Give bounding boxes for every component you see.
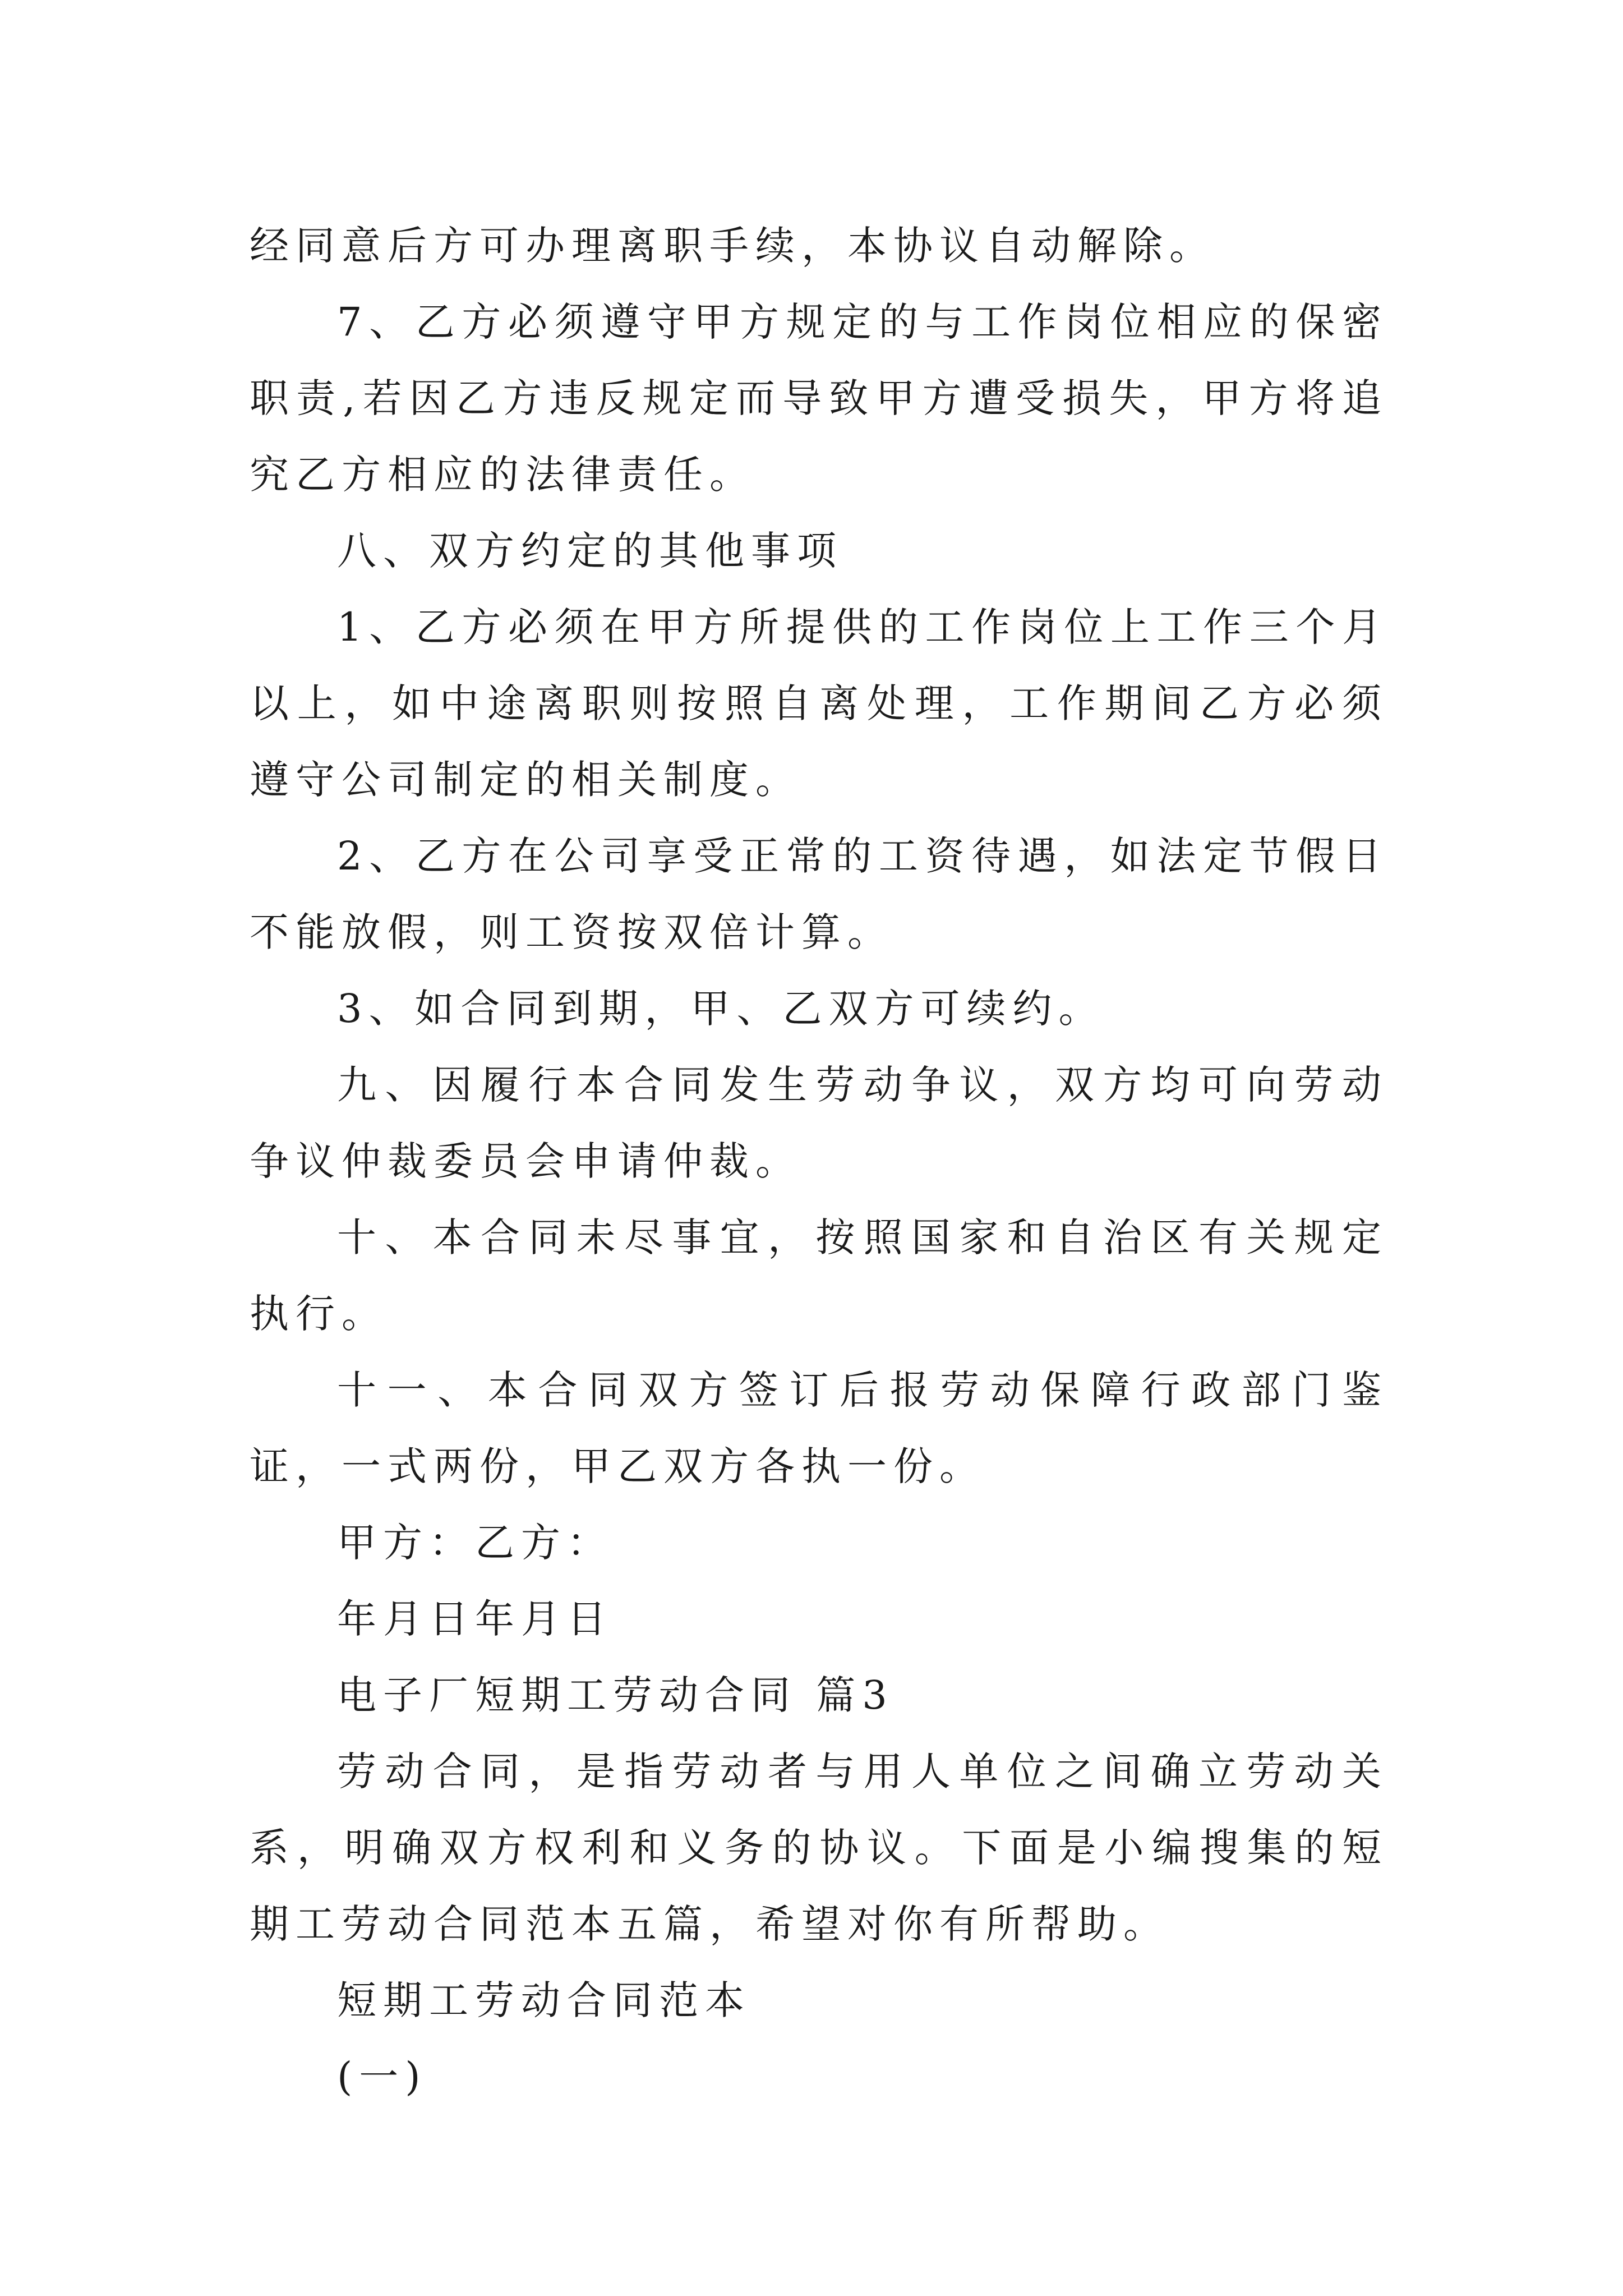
section-heading: 八、双方约定的其他事项 (337, 528, 843, 574)
paragraph: 7、乙方必须遵守甲方规定的与工作岗位相应的保密职责,若因乙方违反规定而导致甲方遭受损失，甲方将追究乙方相应的法律责任。 (250, 299, 1388, 498)
subheading: 短期工劳动合同范本 (337, 1977, 751, 2023)
section-heading: 十一、本合同双方签订后报劳动保障行政部门鉴证，一式两份，甲乙双方各执一份。 (250, 1367, 1388, 1489)
paragraph: 1、乙方必须在甲方所提供的工作岗位上工作三个月以上，如中途离职则按照自离处理，工作期间乙方必须遵守公司制定的相关制度。 (250, 604, 1388, 803)
signature-parties: 甲方：乙方： (337, 1520, 613, 1566)
paragraph: 2、乙方在公司享受正常的工资待遇，如法定节假日不能放假，则工资按双倍计算。 (250, 833, 1388, 955)
section-heading: 十、本合同未尽事宜，按照国家和自治区有关规定执行。 (250, 1214, 1388, 1337)
paragraph: 劳动合同，是指劳动者与用人单位之间确立劳动关系，明确双方权利和义务的协议。下面是小编搜集的短期工劳动合同范本五篇，希望对你有所帮助。 (250, 1749, 1388, 1947)
paragraph: 经同意后方可办理离职手续，本协议自动解除。 (250, 223, 1215, 269)
subheading: (一) (337, 2054, 427, 2100)
paragraph: 3、如合同到期，甲、乙双方可续约。 (337, 986, 1105, 1032)
signature-dates: 年月日年月日 (337, 1596, 613, 1642)
article-title: 电子厂短期工劳动合同 篇3 (337, 1672, 894, 1718)
document-body (250, 208, 1388, 2115)
section-heading: 九、因履行本合同发生劳动争议，双方均可向劳动争议仲裁委员会申请仲裁。 (250, 1062, 1388, 1184)
